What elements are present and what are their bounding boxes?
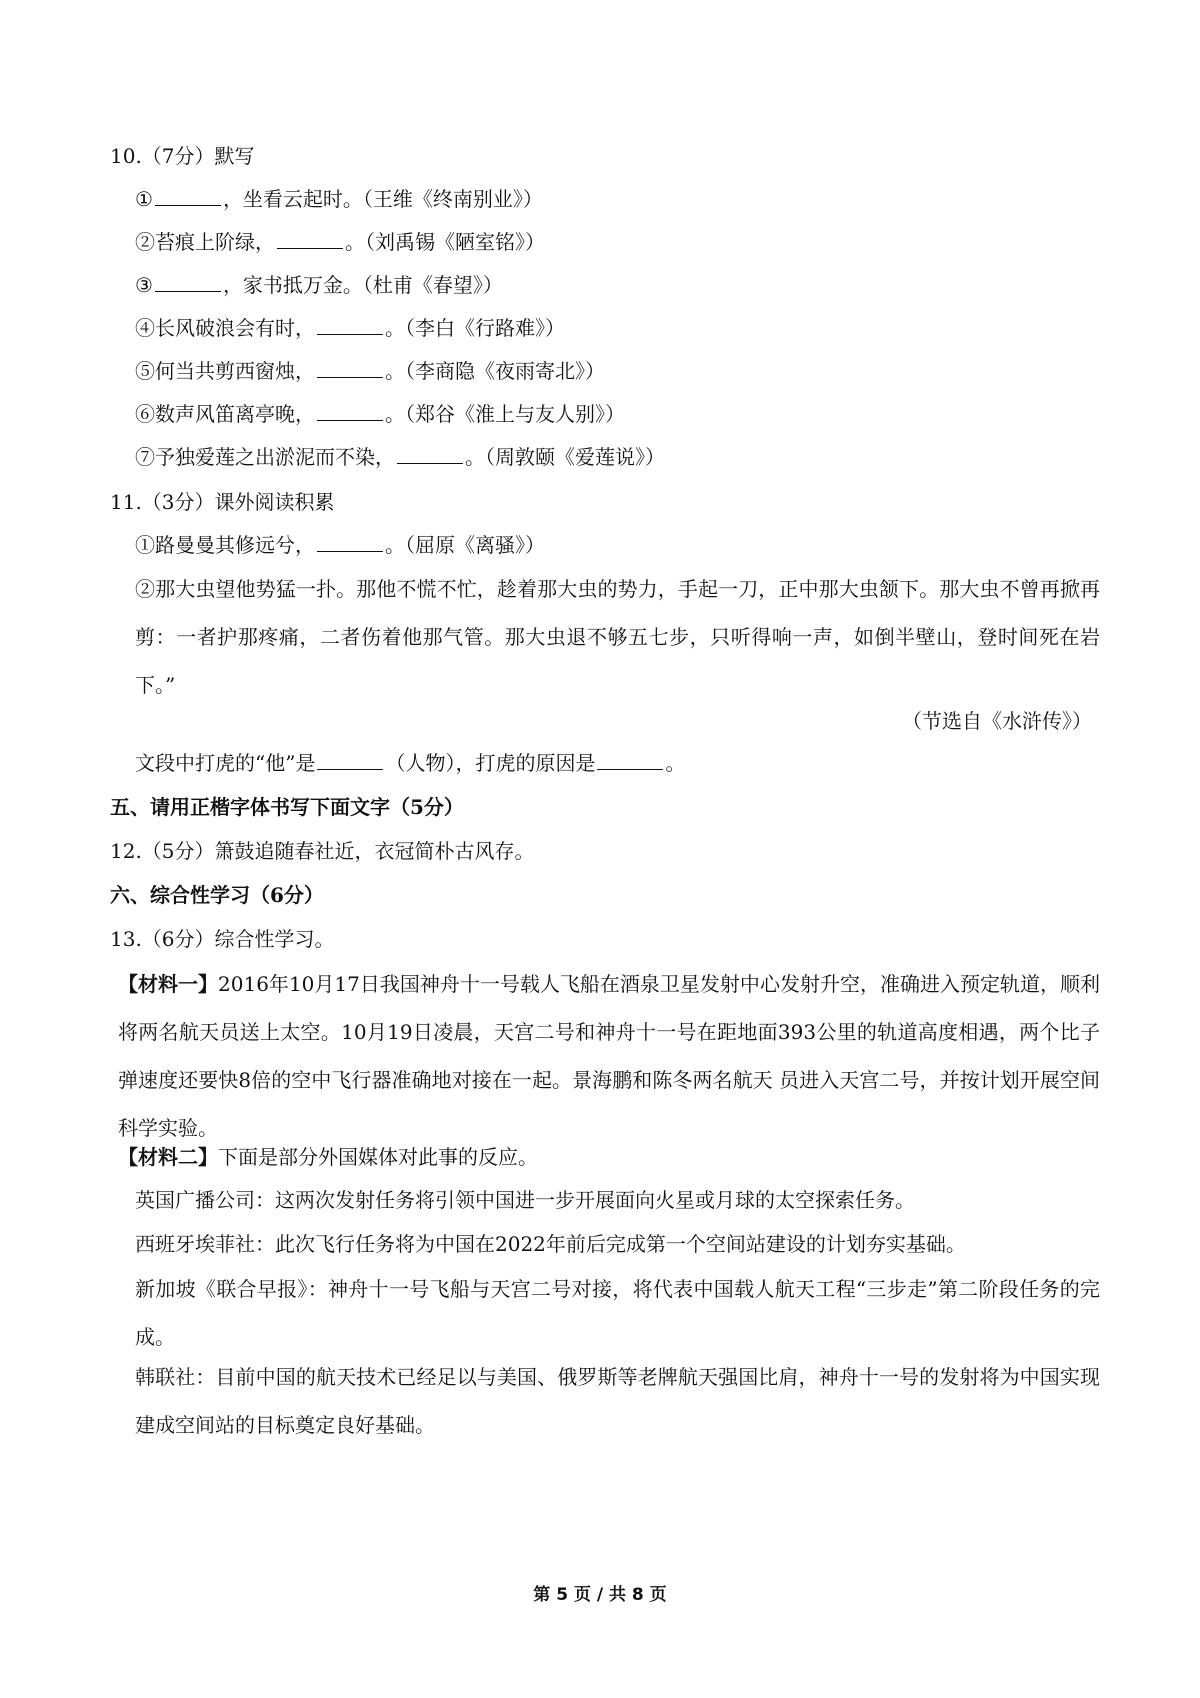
answer-blank: [397, 445, 463, 464]
media-efe: 西班牙埃菲社：此次飞行任务将为中国在2022年前后完成第一个空间站建设的计划夯实基础。: [135, 1232, 966, 1256]
material-1: 【材料一】2016年10月17日我国神舟十一号载人飞船在酒泉卫星发射中心发射升空，准确进入预定轨道，顺利将两名航天员送上太空。10月19日凌晨，天宫二号和神舟十一号在距地面393公里的轨道高度相遇，两个比子弹速度还要快8倍的空中飞行器准确地对接在一起。景海鹏和陈冬两名航天 员进入天宫二号，并按计划开展空间科学实验。: [118, 972, 1101, 1140]
answer-blank: [155, 273, 221, 292]
q10-item-5: ⑤何当共剪西窗烛， 。（李商隐《夜雨寄北》）: [135, 359, 605, 383]
answer-blank: [317, 402, 383, 421]
answer-blank: [155, 187, 221, 206]
q10-item-3: ③ ，家书抵万金。（杜甫《春望》）: [135, 273, 503, 297]
material-2: 【材料二】下面是部分外国媒体对此事的反应。: [118, 1145, 538, 1169]
section-5-title: 五、请用正楷字体书写下面文字（5分）: [110, 795, 464, 819]
page-footer: 第 5 页 / 共 8 页: [533, 1585, 667, 1605]
material-2-label: 【材料二】: [118, 1145, 218, 1169]
media-bbc: 英国广播公司：这两次发射任务将引领中国进一步开展面向火星或月球的太空探索任务。: [135, 1188, 915, 1212]
q13-header: 13.（6分）综合性学习。: [110, 927, 335, 951]
q12-text: 12.（5分）箫鼓追随春社近，衣冠简朴古风存。: [110, 839, 535, 863]
answer-blank: [277, 230, 343, 249]
passage-source: （节选自《水浒传》）: [902, 709, 1092, 733]
q11-question: 文段中打虎的“他”是 （人物），打虎的原因是 。: [135, 751, 686, 775]
q10-item-6: ⑥数声风笛离亭晚， 。（郑谷《淮上与友人别》）: [135, 402, 625, 426]
material-1-label: 【材料一】: [118, 972, 219, 996]
answer-blank: [317, 533, 383, 552]
q11-item-1: ①路曼曼其修远兮， 。（屈原《离骚》）: [135, 533, 545, 557]
media-zaobao: 新加坡《联合早报》：神舟十一号飞船与天宫二号对接，将代表中国载人航天工程“三步走”第二阶段任务的完成。: [135, 1277, 1100, 1349]
q10-header: 10.（7分）默写: [110, 144, 255, 168]
answer-blank: [317, 751, 383, 770]
q11-passage: ②那大虫望他势猛一扑。那他不慌不忙，趁着那大虫的势力，手起一刀，正中那大虫颔下。那大虫不曾再掀再剪：一者护那疼痛，二者伤着他那气管。那大虫退不够五七步，只听得响一声，如倒半壁山，登时间死在岩下。”: [135, 577, 1100, 697]
q10-item-2: ②苔痕上阶绿， 。（刘禹锡《陋室铭》）: [135, 230, 545, 254]
section-6-title: 六、综合性学习（6分）: [110, 883, 324, 907]
media-yonhap: 韩联社：目前中国的航天技术已经足以与美国、俄罗斯等老牌航天强国比肩，神舟十一号的发射将为中国实现建成空间站的目标奠定良好基础。: [135, 1365, 1100, 1437]
answer-blank: [597, 751, 663, 770]
answer-blank: [317, 316, 383, 335]
q11-header: 11.（3分）课外阅读积累: [110, 490, 335, 514]
q10-item-1: ① ，坐看云起时。（王维《终南别业》）: [135, 187, 543, 211]
q10-item-7: ⑦予独爱莲之出淤泥而不染， 。（周敦颐《爱莲说》）: [135, 445, 665, 469]
answer-blank: [317, 359, 383, 378]
q10-item-4: ④长风破浪会有时， 。（李白《行路难》）: [135, 316, 565, 340]
